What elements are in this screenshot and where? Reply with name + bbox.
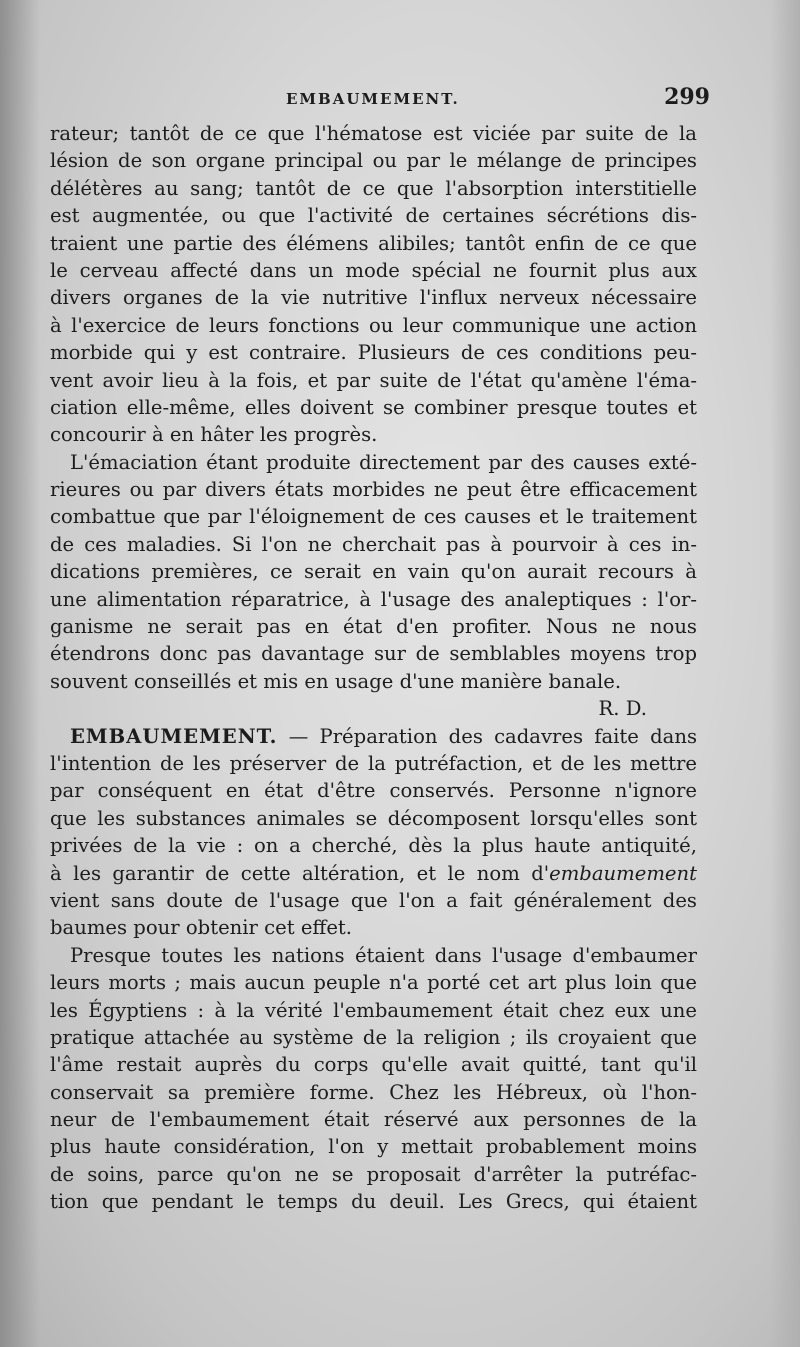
text-line: rieures ou par divers états morbides ne peut être efficacement xyxy=(50,478,697,502)
text-line: rateur; tantôt de ce que l'hématose est viciée par suite de la xyxy=(50,122,697,145)
text-line: ganisme ne serait pas en état d'en profiter. Nous ne nous xyxy=(50,615,697,639)
text-line: leurs morts ; mais aucun peuple n'a porté cet art plus loin que xyxy=(50,971,697,995)
text-line: privées de la vie : on a cherché, dès la plus haute antiquité, xyxy=(50,834,697,858)
text-line: les Égyptiens : à la vérité l'embaumement était chez eux une xyxy=(50,998,697,1022)
text-line: que les substances animales se décomposent lorsqu'elles sont xyxy=(50,806,697,830)
text-line: dications premières, ce serait en vain qu'on aurait recours à xyxy=(50,560,697,584)
text-line: — Préparation des cadavres faite dans xyxy=(288,724,697,748)
text-line: pratique attachée au système de la religion ; ils croyaient que xyxy=(50,1025,697,1049)
text-line: traient une partie des élémens alibiles; tantôt enfin de ce que xyxy=(50,231,697,255)
text-line: étendrons donc pas davantage sur de semblables moyens trop xyxy=(50,642,697,666)
text-line: est augmentée, ou que l'activité de certaines sécrétions dis- xyxy=(50,204,697,228)
text-line: de ces maladies. Si l'on ne cherchait pas à pourvoir à ces in- xyxy=(50,532,697,556)
text-line: souvent conseillés et mis en usage d'une manière banale. xyxy=(50,669,622,693)
text-line: concourir à en hâter les progrès. xyxy=(50,423,378,447)
text-line: vient sans doute de l'usage que l'on a fait généralement des xyxy=(50,888,697,912)
text-line: morbide qui y est contraire. Plusieurs de ces conditions peu- xyxy=(50,341,697,365)
text-line: de soins, parce qu'on ne se proposait d'arrêter la putréfac- xyxy=(50,1162,697,1186)
text-line: plus haute considération, l'on y mettait probablement moins xyxy=(50,1135,697,1159)
author-signature: R. D. xyxy=(598,697,647,721)
text-line: conservait sa première forme. Chez les Hébreux, où l'hon- xyxy=(50,1080,697,1104)
running-title: EMBAUMEMENT. xyxy=(286,90,460,108)
text-line: L'émaciation étant produite directement par des causes exté- xyxy=(70,450,697,474)
text-line: neur de l'embaumement était réservé aux personnes de la xyxy=(50,1108,697,1132)
text-line: par conséquent en état d'être conservés. Personne n'ignore xyxy=(50,779,697,803)
text-line: ciation elle-même, elles doivent se combiner presque toutes et xyxy=(50,395,697,419)
text-line: lésion de son organe principal ou par le mélange de principes xyxy=(50,149,697,173)
body-text xyxy=(50,120,697,1216)
text-line: tion que pendant le temps du deuil. Les Grecs, qui étaient xyxy=(50,1190,697,1214)
text-line: l'intention de les préserver de la putréfaction, et de les mettre xyxy=(50,751,697,775)
page-header xyxy=(50,84,710,118)
text-line: combattue que par l'éloignement de ces causes et le traitement xyxy=(50,505,697,529)
text-line-with-italic xyxy=(50,860,697,887)
text-line: Presque toutes les nations étaient dans l'usage d'embaumer xyxy=(70,943,697,967)
text-line: baumes pour obtenir cet effet. xyxy=(50,916,353,940)
text-line: divers organes de la vie nutritive l'influx nerveux nécessaire xyxy=(50,286,697,310)
text-line: vent avoir lieu à la fois, et par suite de l'état qu'amène l'éma- xyxy=(50,368,697,392)
text-line: l'âme restait auprès du corps qu'elle avait quitté, tant qu'il xyxy=(50,1053,697,1077)
entry-first-line xyxy=(50,723,697,750)
page-number: 299 xyxy=(664,84,710,110)
text-line: à l'exercice de leurs fonctions ou leur communique une action xyxy=(50,313,697,337)
text-line: le cerveau affecté dans un mode spécial ne fournit plus aux xyxy=(50,258,697,282)
text-line: une alimentation réparatrice, à l'usage des analeptiques : l'or- xyxy=(50,587,697,611)
italic-term: embaumement xyxy=(549,861,697,885)
text-line: à les garantir de cette altération, et le nom d' xyxy=(50,861,550,885)
entry-headword: EMBAUMEMENT. xyxy=(70,724,278,748)
text-line: délétères au sang; tantôt de ce que l'absorption interstitielle xyxy=(50,176,697,200)
